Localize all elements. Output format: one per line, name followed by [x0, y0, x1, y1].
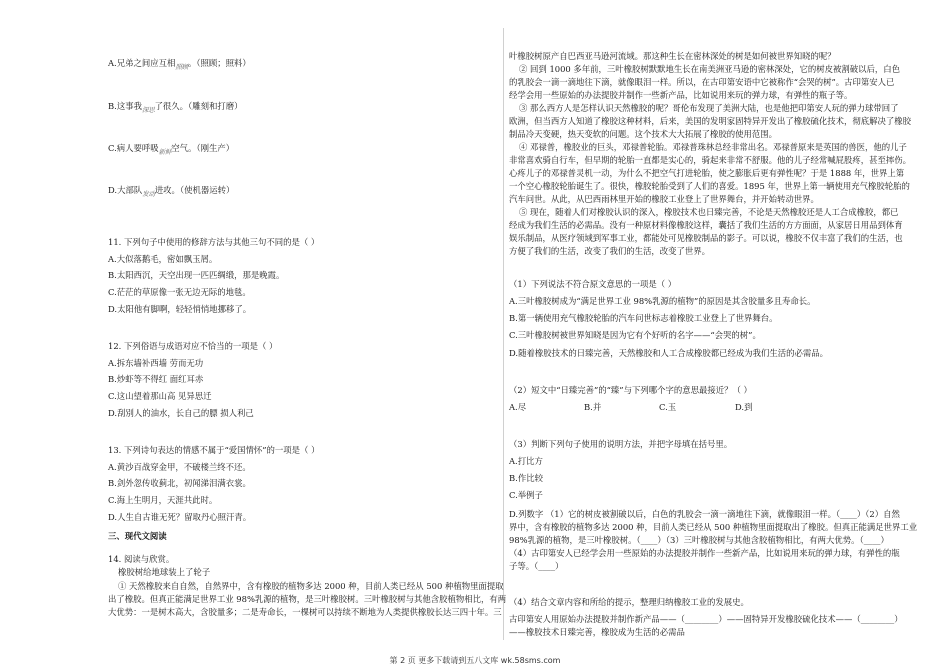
passage-p1-line3: 大优势：一是树木高大，含胶量多；二是寿命长，一棵树可以持续不断地为人类提供橡胶长达三四十年。三 [108, 607, 502, 617]
q10-d-text: D.大部队 [108, 185, 143, 195]
section-heading: 三、现代文阅读 [108, 531, 167, 541]
passage-p1-line1: ① 天然橡胶来自自然，自然界中，含有橡胶的植物多达 2000 种，目前人类已经从 500 种植物里面提取 [118, 581, 504, 591]
passage-p3-line3: 制品冷天变硬，热天变软的问题。这个技术大大拓展了橡胶的使用范围。 [509, 129, 777, 139]
q10-c-handwriting: 新鲜 [158, 148, 172, 156]
sq3-line1[interactable]: D.列数字 （1）它的树皮被割破以后，白色的乳胶会一滴一滴地往下滴，就像眼泪一样。（____）（2）自然 [509, 509, 900, 519]
q12-option-d[interactable]: D.刮別人的油水，长自己的膘 损人利己 [108, 408, 254, 418]
passage-p2-line1: ② 回到 1000 多年前，三叶橡胶树默默地生长在南美洲亚马逊的密林深处，它的树皮被割破以后，白色 [519, 64, 901, 74]
q10-option-d [108, 185, 234, 197]
q12-option-c[interactable]: C.这山望着那山高 见异思迁 [108, 391, 212, 401]
q10-a-text: A.兄弟之间应互相 [108, 58, 176, 68]
sq3-stem: （3）判断下列句子使用的说明方法，并把字母填在括号里。 [509, 439, 733, 449]
sq1-stem: （1）下列说法不符合原文意思的一项是（ ） [509, 279, 677, 289]
passage-p4-line3: 心疼儿子的邓禄普灵机一动，为什么不把空气打进轮胎，使之膨胀后更有弹性呢？于是 1888 年，世界上第 [509, 168, 905, 178]
q10-option-a [108, 58, 251, 70]
q13-option-b[interactable]: B.剑外忽传收蓟北，初闻涕泪满衣裳。 [108, 478, 251, 488]
q11-option-c[interactable]: C.茫茫的草原像一张无边无际的地毯。 [108, 287, 251, 297]
passage-p5-line4: 方便了我们的生活，改变了我们的生活，改变了世界。 [509, 246, 710, 256]
q13-option-d[interactable]: D.人生自古谁无死？留取丹心照汗青。 [108, 512, 252, 522]
q10-a-handwriting: 照顾 [175, 63, 188, 71]
passage-p5-line1: ⑤ 现在，随着人们对橡胶认识的深入，橡胶技术也日臻完善，不论是天然橡胶还是人工合成橡胶，都已 [519, 207, 899, 217]
passage-p2-line3: 经学会用一些原始的办法提胶并制作一些新产品，比如说用来玩的弹力球，有弹性的瓶子等。 [509, 90, 853, 100]
q10-option-b [108, 101, 243, 113]
sq3-choice-c: C.举例子 [509, 490, 543, 500]
sq3-choice-a: A.打比方 [509, 456, 543, 466]
q13-stem: 13. 下列诗句表达的情感不属于“爱国情怀”的一项是（ ） [108, 445, 320, 455]
sq2-option-b[interactable]: B.并 [584, 402, 602, 412]
page-footer: 第 2 页 更多下载请到五八文库 wk.58sms.com [389, 656, 561, 665]
column-divider [503, 28, 504, 640]
q10-b-handwriting: 深思 [141, 106, 155, 114]
passage-p1-line4: 叶橡胶树原产自巴西亚马逊河流域。那这种生长在密林深处的树是如何被世界知晓的呢？ [509, 51, 836, 61]
passage-p3-line2: 欧洲，但当西方人知道了橡胶这种材料，后来，美国的发明家固特异开发出了橡胶硫化技术，彻底解决了橡胶 [509, 116, 911, 126]
sq2-option-a[interactable]: A.尽 [509, 402, 527, 412]
passage-p2-line2: 的乳胶会一滴一滴地往下滴，就像眼泪一样。所以，在古印第安语中它被称作“会哭的树”。古印第安人已 [509, 77, 895, 87]
sq2-option-c[interactable]: C.玉 [659, 402, 677, 412]
sq2-option-d[interactable]: D.到 [735, 402, 753, 412]
q12-stem: 12. 下列俗语与成语对应不恰当的一项是（ ） [108, 341, 278, 351]
q10-c-note: 空气。（刚生产） [171, 143, 235, 153]
sq2-stem: （2）短文中“日臻完善”的“臻”与下列哪个字的意思最接近？（ ） [509, 385, 752, 395]
q14-stem: 14. 阅读与欣赏。 [108, 554, 175, 564]
q10-c-text: C.病人要呼吸 [108, 143, 159, 153]
sq3-line5[interactable]: 子等。（____） [509, 561, 564, 571]
q12-option-b[interactable]: B.炒虾等不得红 面红耳赤 [108, 374, 204, 384]
q11-option-b[interactable]: B.太阳西沉，天空出现一匹匹绸缎，那是晚霞。 [108, 270, 285, 280]
sq1-option-c[interactable]: C.三叶橡胶树被世界知晓是因为它有个好听的名字——“会哭的树”。 [509, 330, 761, 340]
q11-option-a[interactable]: A.大似落鹅毛，密如飘玉屑。 [108, 254, 218, 264]
q13-option-c[interactable]: C.海上生明月，天涯共此时。 [108, 495, 218, 505]
passage-p5-line3: 娱乐制品，从医疗领域到军事工业，都能处可见橡胶制品的影子。可以说，橡胶不仅丰富了我们的生活，也 [509, 233, 903, 243]
passage-p4-line4: 一个空心橡胶轮胎诞生了。很快，橡胶轮胎受到了人们的喜爱。1895 年，世界上第一辆使用充气橡胶轮胎的 [509, 181, 910, 191]
q10-b-note: 了很久。（雕刻和打磨） [154, 101, 243, 111]
sq1-option-a[interactable]: A.三叶橡胶树成为“满足世界工业 98%乳源的植物”的原因是其含胶量多且寿命长。 [509, 296, 816, 306]
q10-b-text: B.这事我 [108, 101, 142, 111]
passage-p4-line2: 非常喜欢骑自行车，但早期的轮胎一直都是实心的，骑起来非常不舒服。他的儿子经常喊屁股疼，甚至摔伤。 [509, 155, 911, 165]
q10-a-note: 。（照顾；照料） [187, 58, 251, 68]
q11-option-d[interactable]: D.太阳他有脚啊，轻轻悄悄地挪移了。 [108, 304, 252, 314]
sq3-choice-b: B.作比较 [509, 473, 543, 483]
sq4-line2: ——橡胶技术日臻完善，橡胶成为生活的必需品 [509, 627, 685, 637]
sq4-line1[interactable]: 古印第安人用原始办法提胶并制作新产品——（________）——固特异开发橡胶硫化技术——（________） [509, 614, 903, 624]
sq1-option-d[interactable]: D.随着橡胶技术的日臻完善，天然橡胶和人工合成橡胶都已经成为我们生活的必需品。 [509, 348, 828, 358]
sq1-option-b[interactable]: B.第一辆使用充气橡胶轮胎的汽车问世标志着橡胶工业登上了世界舞台。 [509, 313, 778, 323]
passage-p1-line2: 出了橡胶。但真正能满足世界工业 98%乳源的植物，是三叶橡胶树。三叶橡胶树与其他含胶植物相比，有两 [108, 594, 507, 604]
sq3-line2: 界中，含有橡胶的植物多达 2000 种，目前人类已经从 500 种植物里面提取出了橡胶。但真正能满足世界工业 [509, 522, 918, 532]
passage-p4-line1: ④ 邓禄普，橡胶业的巨头，邓禄普轮胎。邓禄普珠林总经非常出名。邓禄普原来是英国的兽医，他的儿子 [519, 142, 907, 152]
passage-p5-line2: 经成为我们生活的必需品。没有一种原材料像橡胶这样，囊括了我们生活的方方面面，从家居日用品到体育 [509, 220, 903, 230]
passage-p3-line1: ③ 那么西方人是怎样认识天然橡胶的呢？哥伦布发现了美洲大陆，也是他把印第安人玩的弹力球带回了 [519, 103, 899, 113]
sq3-line3[interactable]: 98%乳源的植物，是三叶橡胶树。（____）（3）三叶橡胶树与其他含胶植物相比，有两大优势。（____） [509, 535, 889, 545]
q13-option-a[interactable]: A.黄沙百战穿金甲，不破楼兰终不还。 [108, 462, 251, 472]
q10-option-c [108, 143, 234, 155]
q10-d-handwriting: 发动 [142, 190, 155, 198]
q11-stem: 11. 下列句子中使用的修辞方法与其他三句不同的是（ ） [108, 237, 320, 247]
sq3-line4: （4）古印第安人已经学会用一些原始的办法提胶并制作一些新产品，比如说用来玩的弹力球，有弹性的瓶 [509, 548, 900, 558]
passage-title: 橡胶树给地球装上了轮子 [118, 567, 211, 577]
passage-p4-line5: 汽车问世。从此，从巴西雨林里开始的橡胶工业登上了世界舞台，并开始转动世界。 [509, 194, 819, 204]
sq4-stem: （4）结合文章内容和所给的提示，整理归纳橡胶工业的发展史。 [509, 597, 749, 607]
q10-d-note: 进攻。（使机器运转） [154, 185, 235, 195]
q12-option-a[interactable]: A.拆东墙补西墙 劳而无功 [108, 358, 204, 368]
